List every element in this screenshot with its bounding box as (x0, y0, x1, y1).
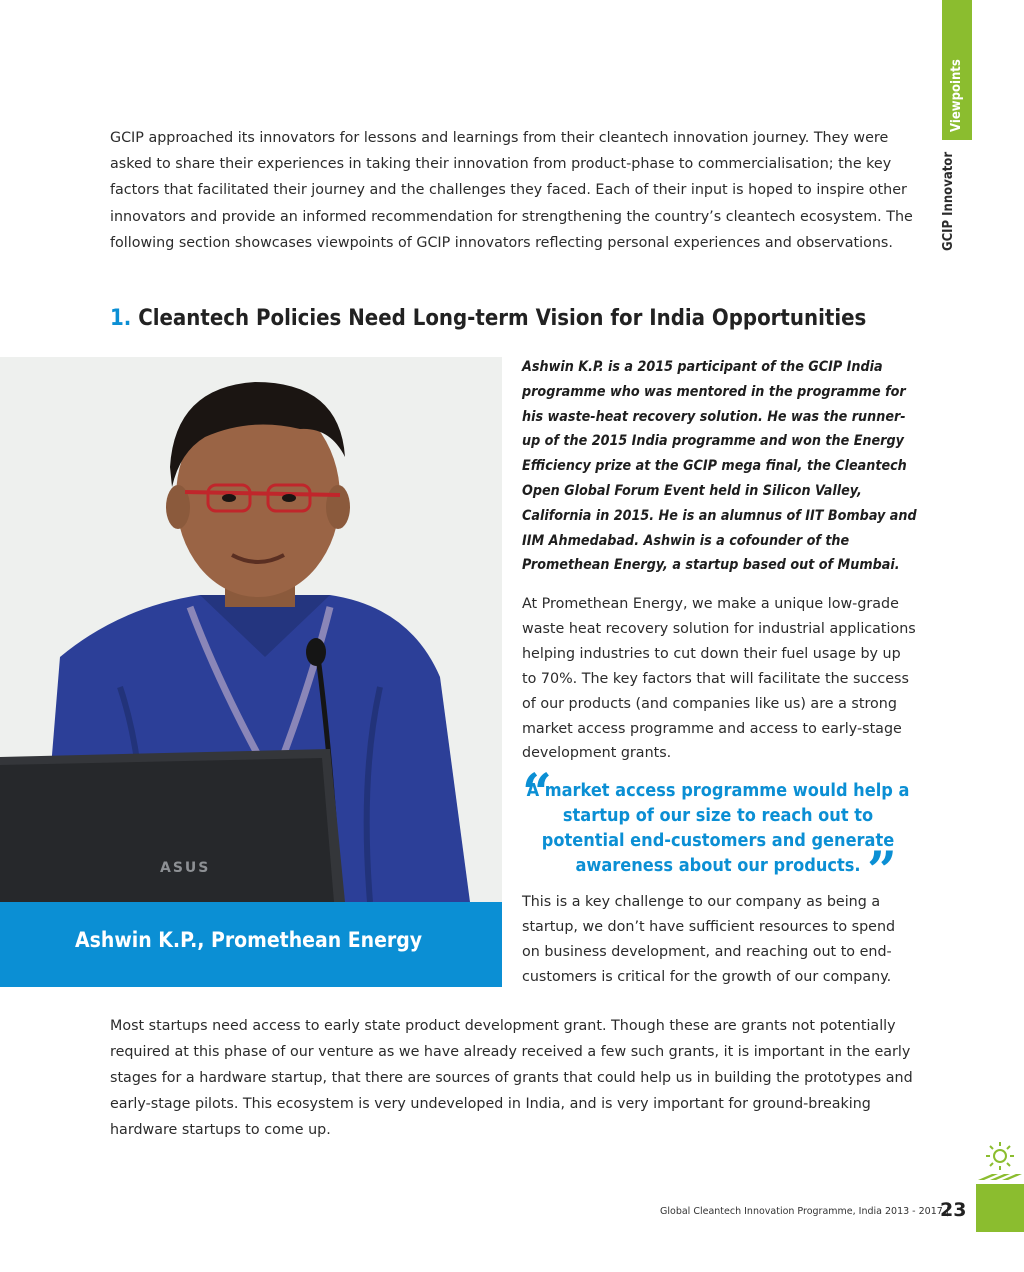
section-heading (110, 306, 866, 331)
intro-paragraph: GCIP approached its innovators for lessons and learnings from their cleantech innovation journey. They were asked to share their experiences in taking their innovation from product-phase to commercialisation; the key factors that facilitated their journey and the challenges they faced. Each of their input is hoped to inspire other innovators and provide an informed recommendation for strengthening the country’s cleantech ecosystem. The following section showcases viewpoints of GCIP innovators reflecting personal experiences and observations. (110, 130, 913, 251)
bio-paragraph: Ashwin K.P. is a 2015 participant of the GCIP India programme who was mentored in the programme for his waste-heat recovery solution. He was the runner-up of the 2015 India programme and won the Energy Efficiency prize at the GCIP mega final, the Cleantech Open Global Forum Event held in Silicon Valley, California in 2015. He is an alumnus of IIT Bombay and IIM Ahmedabad. Ashwin is a cofounder of the Promethean Energy, a startup based out of Mumbai. (522, 359, 917, 574)
side-tab-highlight-label: Viewpoints (949, 59, 964, 132)
portrait-illustration (0, 357, 502, 902)
section-title: Cleantech Policies Need Long-term Vision for India Opportunities (138, 306, 867, 331)
sun-icon (976, 1140, 1024, 1188)
side-tab-label: GCIP Innovator (941, 151, 956, 251)
portrait-photo (0, 357, 502, 902)
section-number: 1. (110, 306, 132, 331)
side-tab-text (941, 152, 956, 259)
closing-paragraph: Most startups need access to early state product development grant. Though these are grants not potentially required at this phase of our venture as we have already received a few such grants, it is important in the early stages for a hardware startup, that there are sources of grants that could help us in building the prototypes and early-stage pilots. This ecosystem is very undeveloped in India, and is very important for ground-breaking hardware startups to come up. (110, 1018, 913, 1138)
page-number: 23 (940, 1199, 967, 1221)
laptop-brand: ASUS (160, 860, 211, 876)
quote-open-icon: “ (522, 763, 552, 824)
quote-close-icon: ” (867, 841, 897, 902)
side-tab (942, 0, 972, 268)
body-paragraph-2: This is a key challenge to our company as being a startup, we don’t have sufficient resources to spend on business development, and reaching out to end-customers is critical for the growth of our company. (522, 894, 896, 985)
solar-panels-icon (976, 1184, 1024, 1232)
footer-text: Global Cleantech Innovation Programme, India 2013 - 2017 | (660, 1206, 950, 1217)
pull-quote (522, 763, 917, 902)
photo-caption: Ashwin K.P., Promethean Energy (75, 928, 423, 952)
footer-decoration (976, 1140, 1024, 1232)
quote-text: A market access programme would help a startup of our size to reach out to potential end-customers and generate awareness about our products. (526, 780, 910, 876)
body-paragraph-1: At Promethean Energy, we make a unique low-grade waste heat recovery solution for industrial applications helping industries to cut down their fuel usage by up to 70%. The key factors that will facilitate the success of our products (and companies like us) are a strong market access programme and access to early-stage development grants. (522, 596, 916, 762)
